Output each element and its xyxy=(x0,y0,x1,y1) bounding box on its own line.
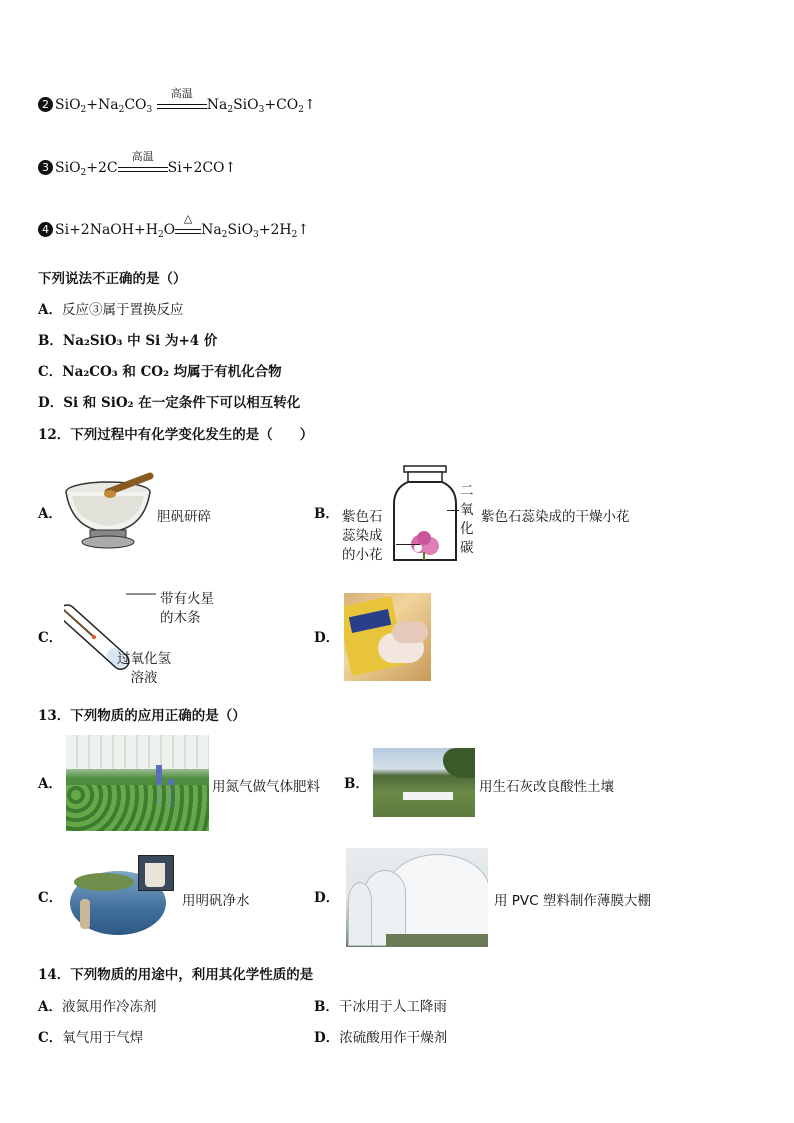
q11-option-a[interactable]: A．反应③属于置换反应 xyxy=(38,302,184,318)
equation-4: 4 $Si+2NaOH+H_2O$ △ $Na_2SiO_3+2H_2↑$ xyxy=(38,220,309,245)
q13-option-c-letter[interactable]: C． xyxy=(38,890,63,906)
q13-b-caption: 用生石灰改良酸性土壤 xyxy=(479,779,614,795)
q12-option-a-letter[interactable]: A． xyxy=(38,506,62,522)
q11-option-c[interactable]: C．Na₂CO₃ 和 CO₂ 均属于有机化合物 xyxy=(38,364,282,380)
question-12-stem: 12．下列过程中有化学变化发生的是（ ） xyxy=(38,427,314,443)
greenhouse-vegetables-photo xyxy=(66,735,209,831)
q13-c-caption: 用明矾净水 xyxy=(182,893,250,909)
equation-number: 2 xyxy=(38,97,53,112)
q12-option-c-letter[interactable]: C． xyxy=(38,630,63,646)
q11-option-b[interactable]: B．Na₂SiO₃ 中 Si 为+4 价 xyxy=(38,333,218,349)
q13-option-d-letter[interactable]: D． xyxy=(314,890,340,906)
q11-option-d[interactable]: D．Si 和 SiO₂ 在一定条件下可以相互转化 xyxy=(38,395,301,411)
q12-b-caption: 紫色石蕊染成的干燥小花 xyxy=(481,509,630,525)
q14-option-c[interactable]: C．氧气用于气焊 xyxy=(38,1030,144,1046)
q12-b-side-label: 二氧化碳 xyxy=(460,483,474,556)
reaction-condition: 高温 xyxy=(118,158,168,178)
field-landscape-photo xyxy=(373,748,475,817)
reaction-condition: △ xyxy=(175,220,201,240)
equation-2: 2 $SiO_2+Na_2CO_3$ 高温 $Na_2SiO_3+CO_2↑$ xyxy=(38,95,316,120)
plastic-greenhouse-photo xyxy=(346,848,488,947)
q13-d-caption: 用 PVC 塑料制作薄膜大棚 xyxy=(494,893,651,909)
q12-option-b-letter[interactable]: B． xyxy=(314,506,339,522)
equation-number: 3 xyxy=(38,160,53,175)
q12-c-bottom-label: 过氧化氢溶液 xyxy=(117,651,171,686)
q14-option-a[interactable]: A．液氮用作冷冻剂 xyxy=(38,999,157,1015)
q14-option-d[interactable]: D．浓硫酸用作干燥剂 xyxy=(314,1030,448,1046)
q12-c-top-label: 带有火星的木条 xyxy=(160,591,214,626)
q13-a-caption: 用氮气做气体肥料 xyxy=(212,779,320,795)
q14-option-b[interactable]: B．干冰用于人工降雨 xyxy=(314,999,447,1015)
q12-option-d-letter[interactable]: D． xyxy=(314,630,340,646)
q12-b-left-label: 紫色石蕊染成的小花 xyxy=(342,509,383,563)
mortar-pestle-image xyxy=(62,470,154,552)
question-11-stem: 下列说法不正确的是（） xyxy=(38,271,187,287)
question-13-stem: 13．下列物质的应用正确的是（） xyxy=(38,708,246,724)
question-14-stem: 14．下列物质的用途中，利用其化学性质的是 xyxy=(38,967,314,983)
equation-number: 4 xyxy=(38,222,53,237)
jar-image xyxy=(390,464,460,564)
lake-alum-photo xyxy=(66,853,176,935)
q12-a-caption: 胆矾研碎 xyxy=(157,509,211,525)
packet-photo xyxy=(344,593,431,681)
equation-3: 3 SiO$_2$+2C 高温 Si+2CO↑ xyxy=(38,158,236,183)
reaction-condition: 高温 xyxy=(157,95,207,115)
q13-option-b-letter[interactable]: B． xyxy=(344,776,369,792)
q13-option-a-letter[interactable]: A． xyxy=(38,776,62,792)
